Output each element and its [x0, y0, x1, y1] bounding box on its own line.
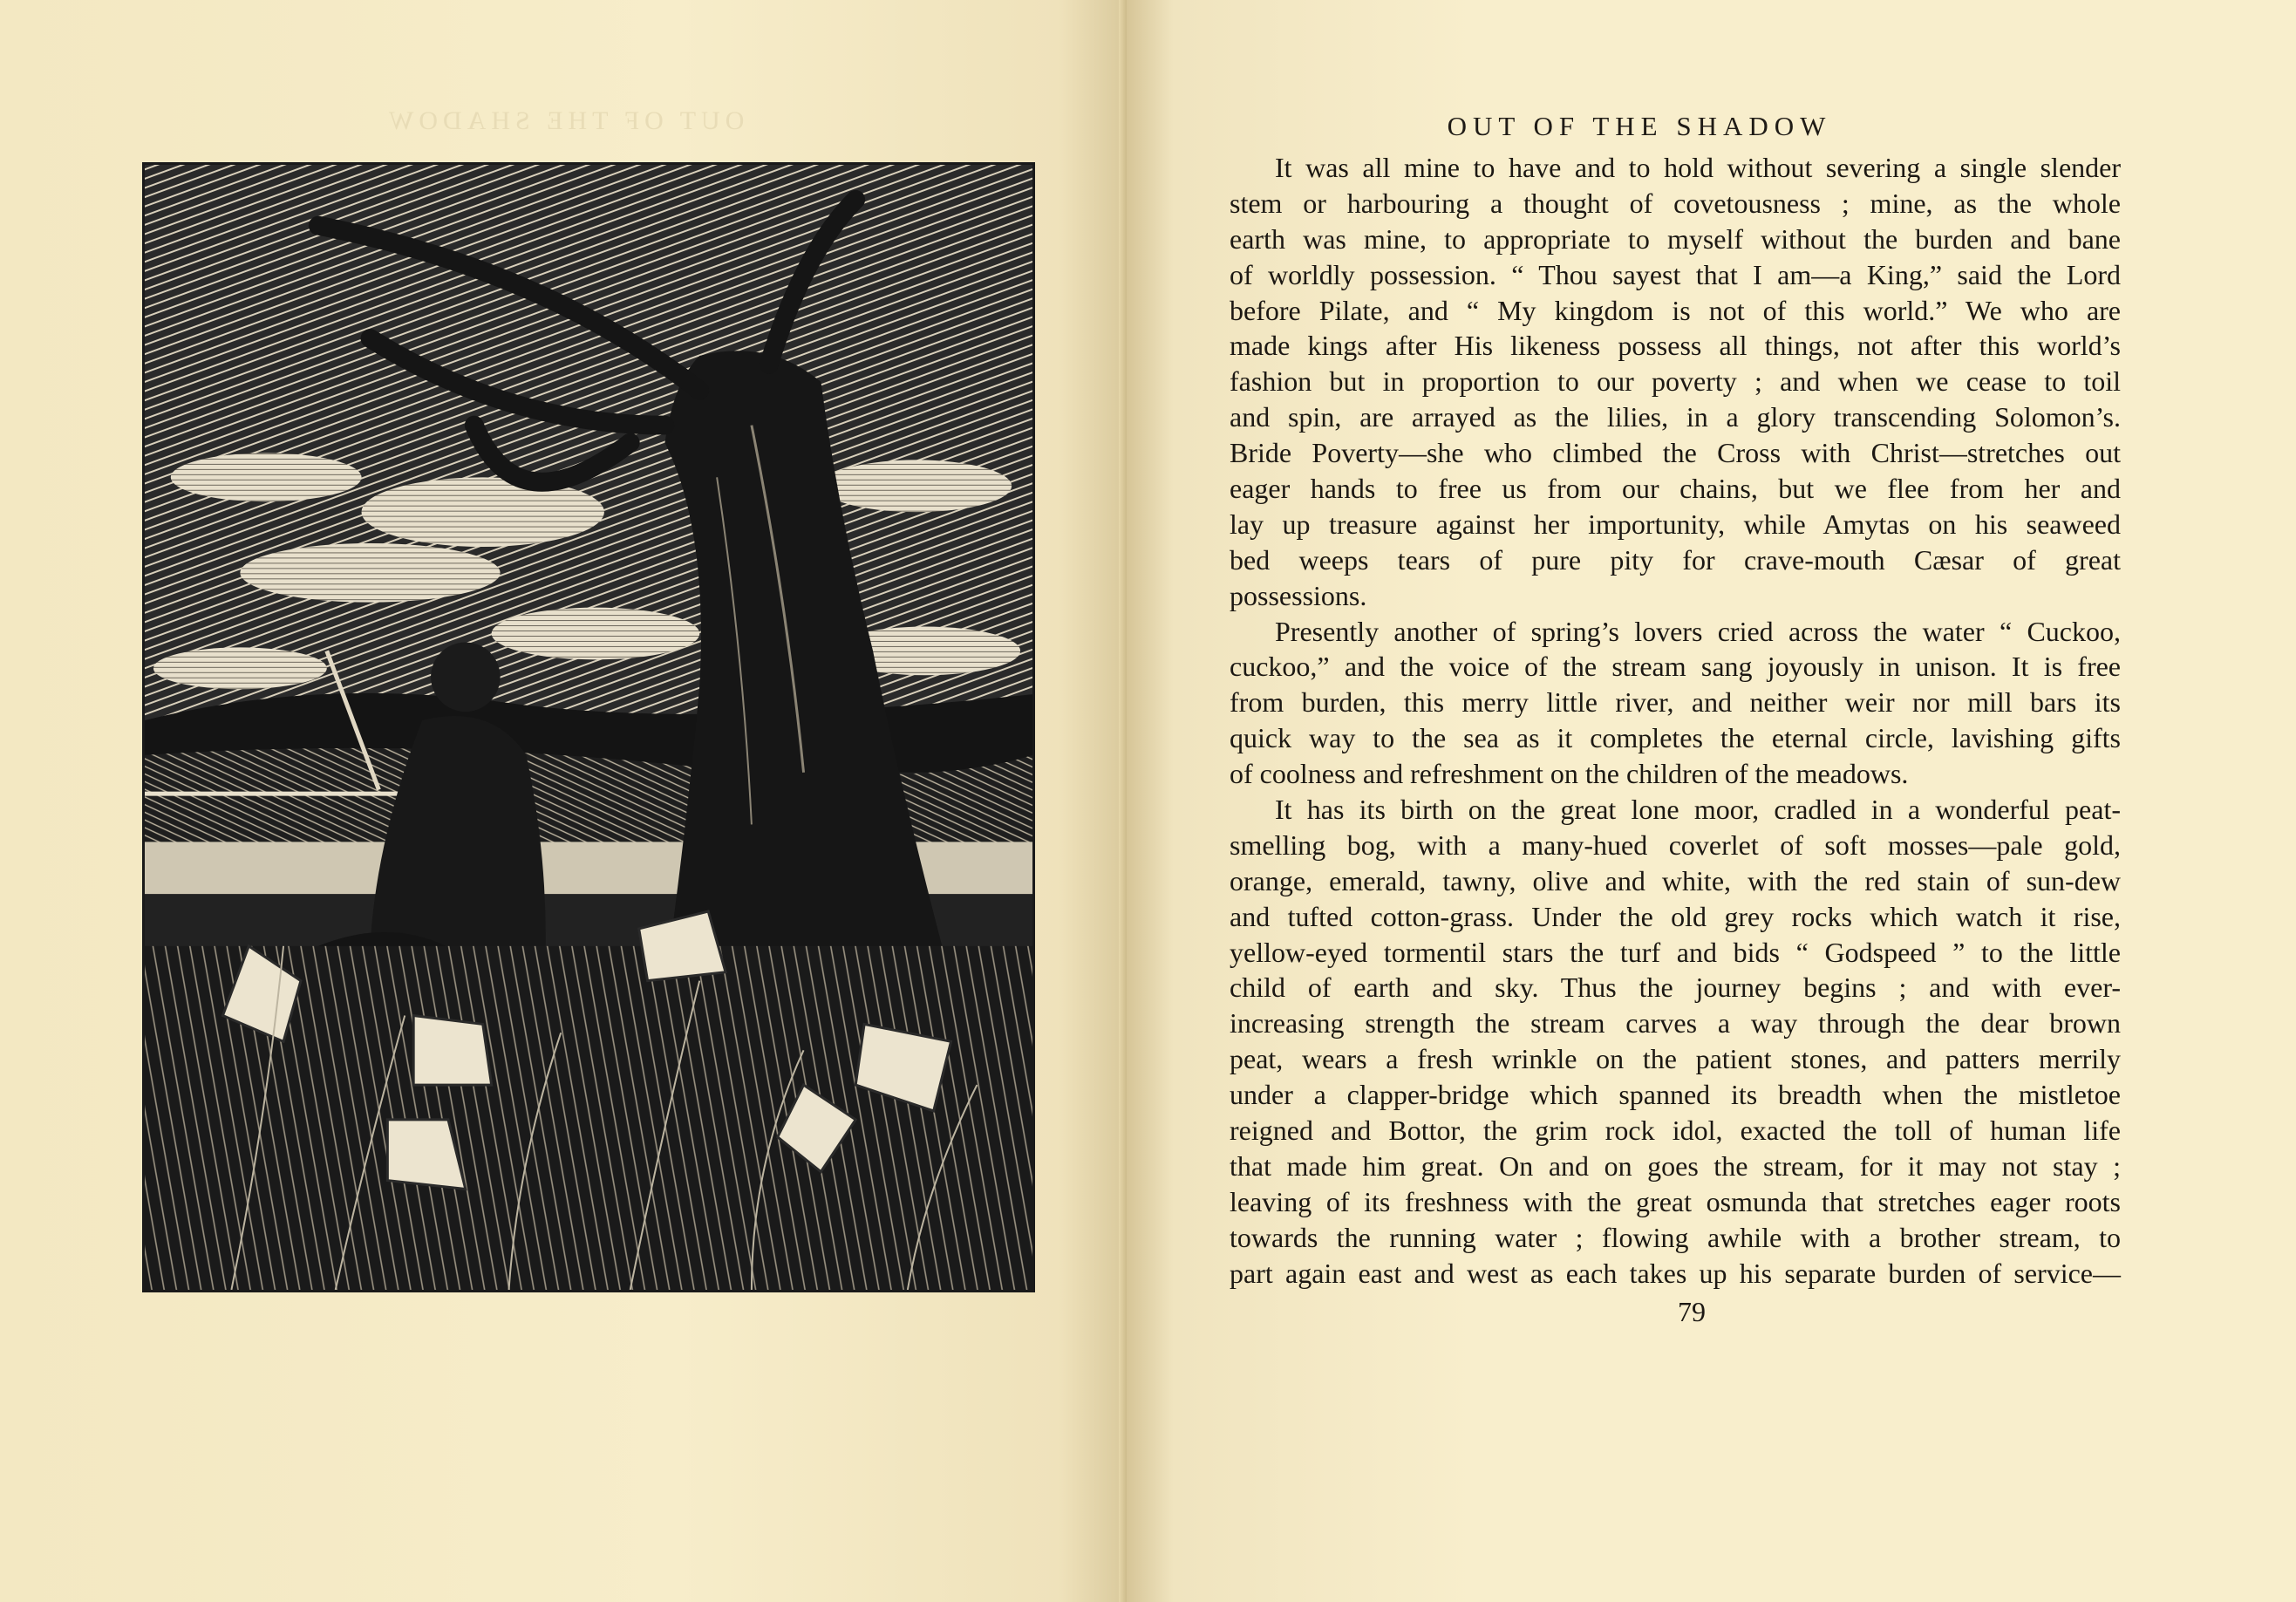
text-line: reigned and Bottor, the grim rock idol, exacted the toll of human life	[1230, 1115, 2121, 1147]
text-line: from burden, this merry little river, and neither weir nor mill bars its	[1230, 686, 2121, 719]
text-line: child of earth and sky. Thus the journey begins ; and with ever-	[1230, 971, 2121, 1004]
text-line: that made him great. On and on goes the stream, for it may not stay ;	[1230, 1149, 2121, 1182]
text-line: cuckoo,” and the voice of the stream sang joyously in unison. It is free	[1230, 651, 2121, 683]
text-line: made kings after His likeness possess all things, not after this world’s	[1230, 330, 2121, 362]
text-line: earth was mine, to appropriate to myself without the burden and bane	[1230, 222, 2121, 255]
text-line: towards the running water ; flowing awhile with a brother stream, to	[1230, 1221, 2121, 1253]
text-line: Presently another of spring’s lovers cried across the water “ Cuckoo,	[1275, 615, 2121, 647]
text-line: peat, wears a fresh wrinkle on the patient stones, and patters merrily	[1230, 1043, 2121, 1075]
text-line: bed weeps tears of pure pity for crave-mouth Cæsar of great	[1230, 543, 2121, 576]
text-line: eager hands to free us from our chains, but we flee from her and	[1230, 473, 2121, 505]
text-line: quick way to the sea as it completes the eternal circle, lavishing gifts	[1230, 722, 2121, 754]
text-line: part again east and west as each takes up his separate burden of service—	[1230, 1257, 2121, 1289]
text-line: orange, emerald, tawny, olive and white, with the red stain of sun-dew	[1230, 864, 2121, 896]
left-page	[0, 0, 1127, 1602]
text-line: of worldly possession. “ Thou sayest that I am—a King,” said the Lord	[1230, 258, 2121, 290]
text-line: lay up treasure against her importunity, while Amytas on his seaweed	[1230, 508, 2121, 540]
text-line: and spin, are arrayed as the lilies, in a glory transcending Solomon’s.	[1230, 401, 2121, 433]
text-line: of coolness and refreshment on the children of the meadows.	[1230, 758, 1909, 790]
text-line: before Pilate, and “ My kingdom is not of this world.” We who are	[1230, 294, 2121, 326]
page-number: 79	[1678, 1296, 1706, 1327]
text-line: It was all mine to have and to hold without severing a single slender	[1275, 152, 2121, 183]
text-line: and tufted cotton-grass. Under the old grey rocks which watch it rise,	[1230, 900, 2121, 932]
text-line: It has its birth on the great lone moor, cradled in a wonderful peat-	[1275, 794, 2121, 826]
text-line: leaving of its freshness with the great osmunda that stretches eager roots	[1230, 1185, 2121, 1217]
text-line: under a clapper-bridge which spanned its breadth when the mistletoe	[1230, 1079, 2121, 1111]
text-line: stem or harbouring a thought of covetousness ; mine, as the whole	[1230, 187, 2121, 219]
wood-engraving-illustration	[142, 162, 1035, 1292]
bleed-through-heading: OUT OF THE SHADOW	[384, 106, 745, 135]
engraving-artwork	[145, 165, 1032, 1290]
fence	[145, 792, 431, 796]
running-head: OUT OF THE SHADOW	[1447, 111, 1832, 141]
text-line: yellow-eyed tormentil stars the turf and bids “ Godspeed ” to the little	[1230, 936, 2121, 968]
text-line: increasing strength the stream carves a way through the dear brown	[1230, 1007, 2121, 1040]
body-text	[1230, 150, 2121, 1292]
text-line: fashion but in proportion to our poverty ; and when we cease to toil	[1230, 365, 2121, 398]
text-line: possessions.	[1230, 579, 1367, 611]
text-line: Bride Poverty—she who climbed the Cross with Christ—stretches out	[1230, 437, 2121, 469]
text-line: smelling bog, with a many-hued coverlet of soft mosses—pale gold,	[1230, 828, 2121, 861]
